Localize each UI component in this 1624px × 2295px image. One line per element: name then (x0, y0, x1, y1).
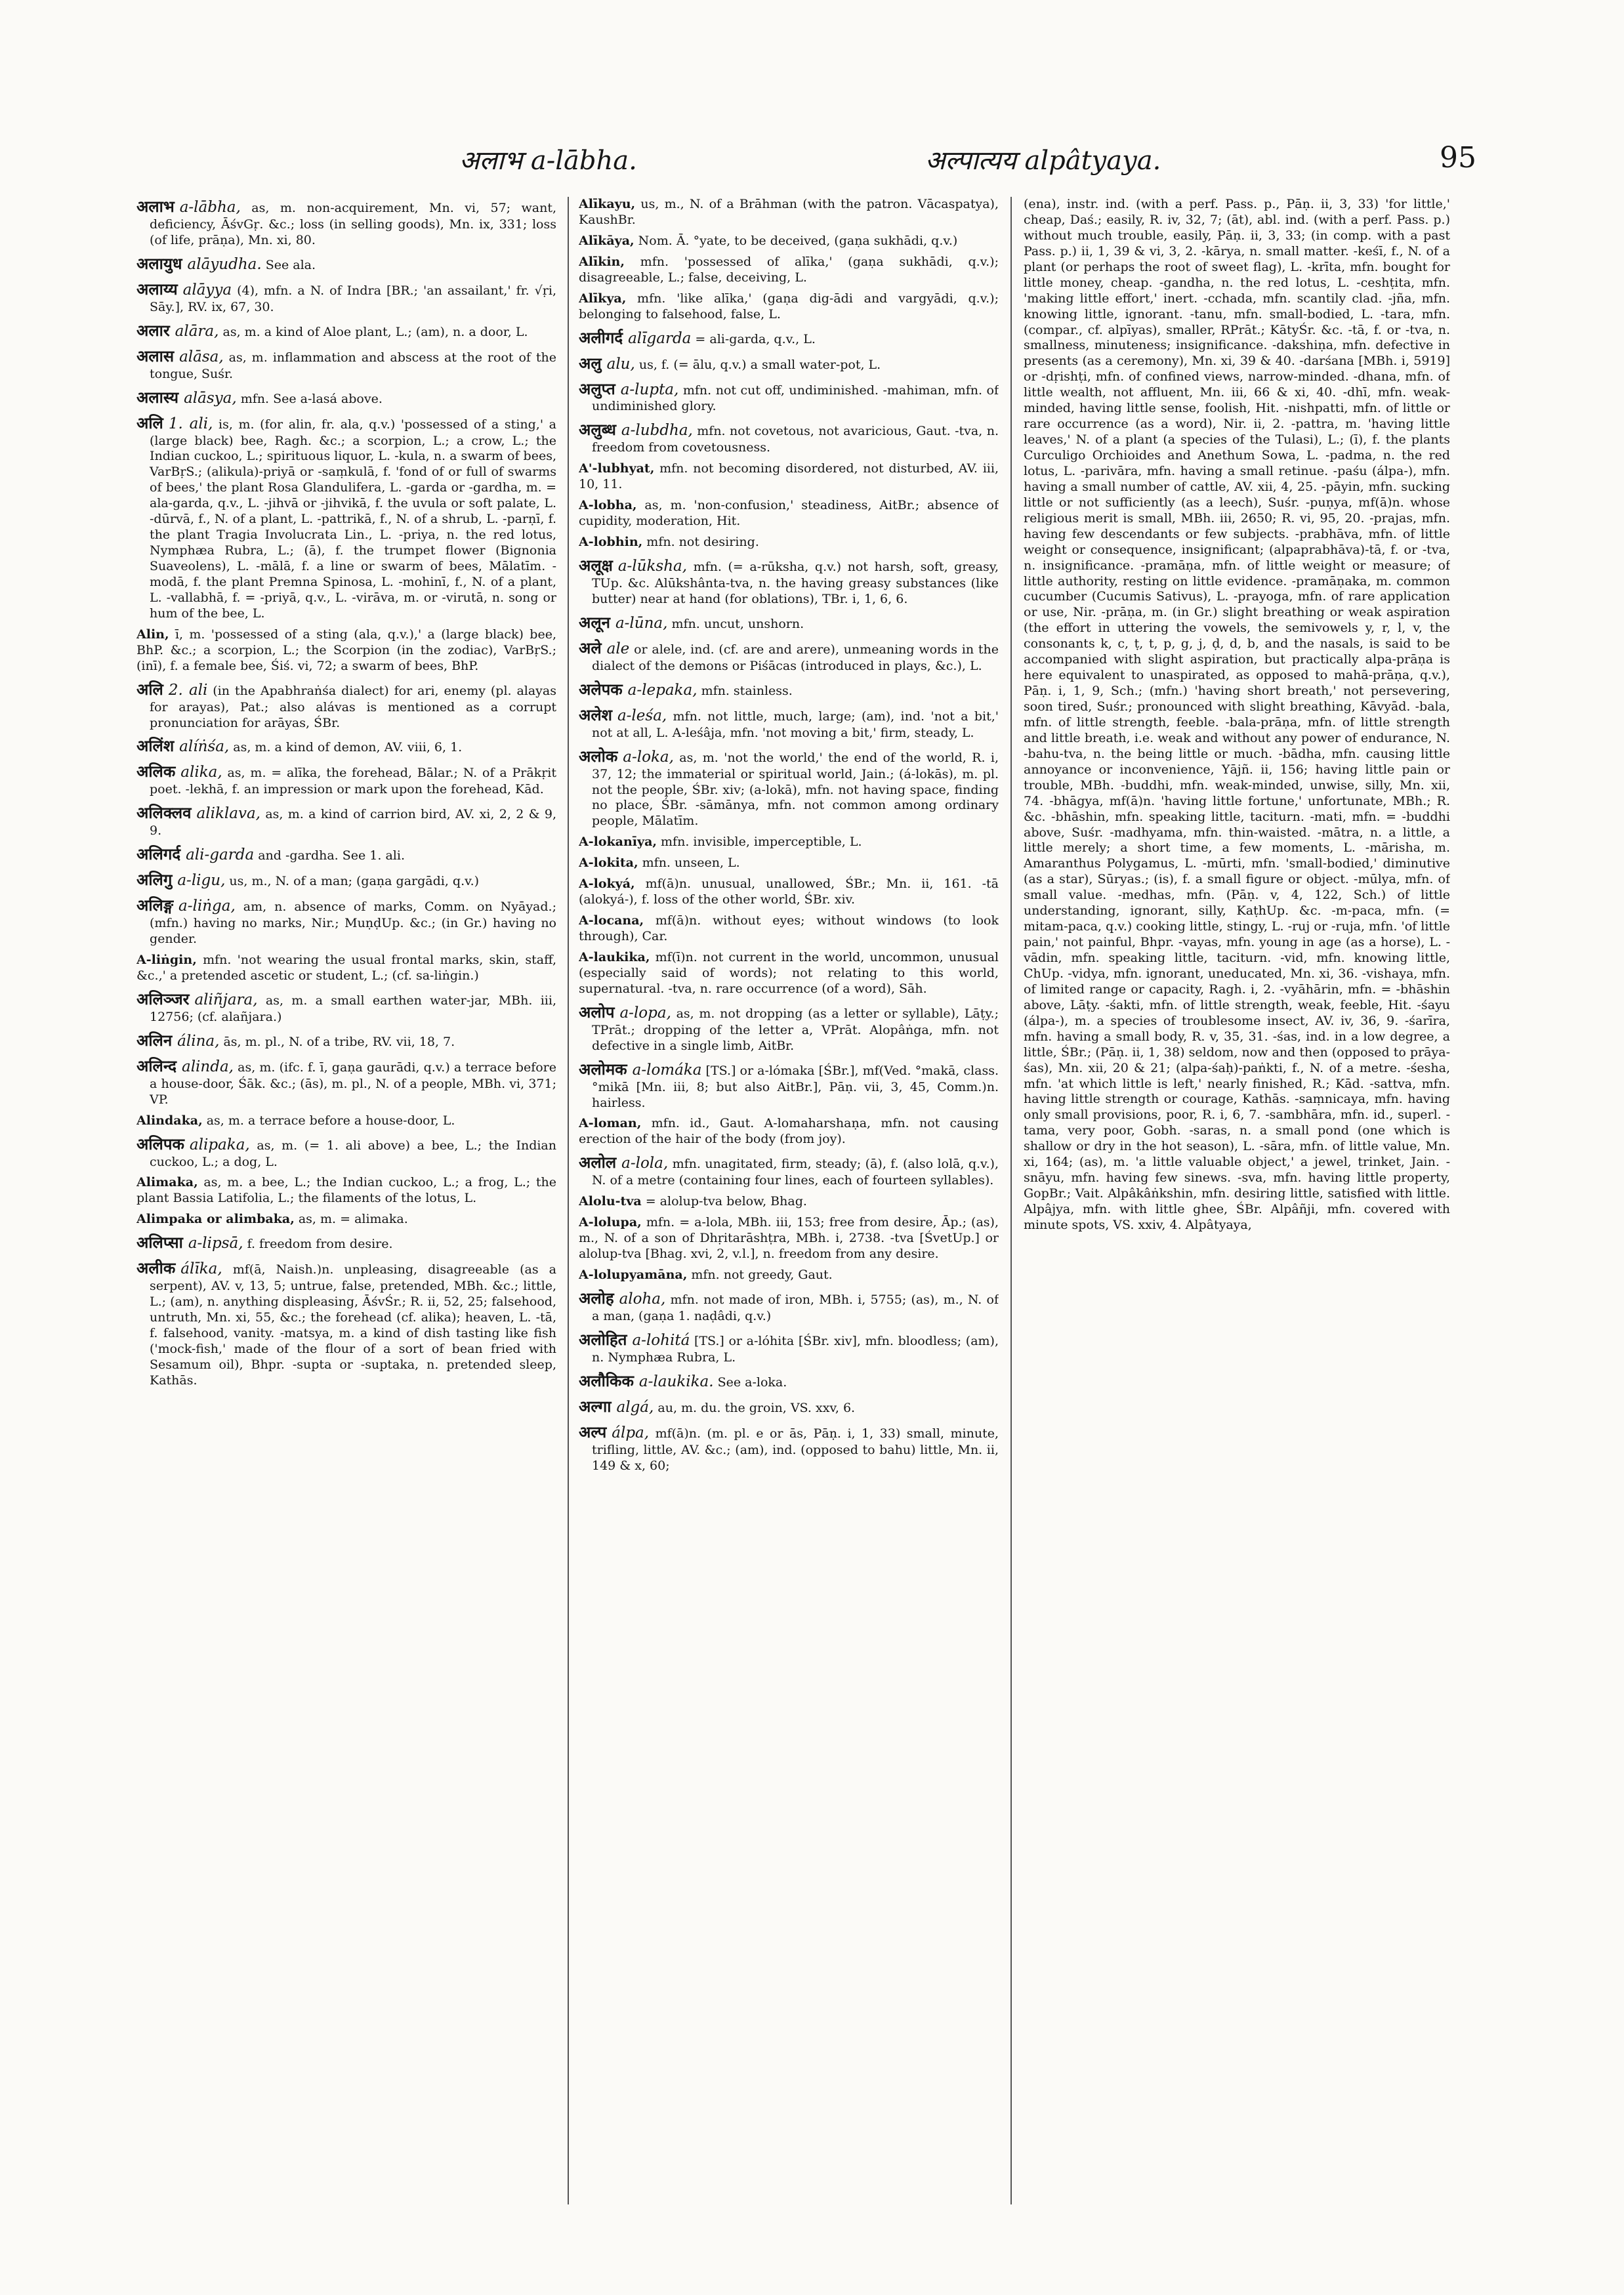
dictionary-entry (136, 989, 556, 1025)
devanagari-headword: अलोहित (579, 1330, 627, 1349)
definition-text: mfn. unagitated, firm, steady; (ā), f. (also lolā, q.v.), N. of a metre (containing four lines, each of fourteen syllables). (592, 1157, 999, 1188)
definition-text: us, m., N. of a man; (gaṇa gargādi, q.v.) (225, 874, 480, 889)
sub-headword: Alin, (136, 627, 169, 642)
sub-entry (579, 461, 999, 493)
sub-entry (579, 498, 999, 529)
definition-text: mf(ā, Naish.)n. unpleasing, disagreeable (as a serpent), AV. v, 13, 5; untrue, false, pretended, MBh. &c.; little, L.; (am), n. anything displeasing, ĀśvŚr.; R. ii, 52, 25; falsehood, untruth, Mn. xi, 55, &c.; the forehead (cf. alika); heaven, L. -tā, f. falsehood, vanity. -matsya, m. a kind of dish tasting like fish ('mock-fish,' made of the flour of a sort of bean fried with Sesamum oil), Bhpr. -supta or -suptaka, n. pretended sleep, Kathās. (150, 1262, 556, 1388)
devanagari-headword: अलूक्ष (579, 556, 613, 575)
dictionary-entry (136, 762, 556, 798)
dictionary-entry (136, 680, 556, 732)
dictionary-entry (136, 1031, 556, 1051)
devanagari-headword: अलिप्सा (136, 1233, 183, 1252)
devanagari-headword: अलायुध (136, 254, 182, 273)
dictionary-entry (579, 1003, 999, 1054)
header-right-guideword: अल्पात्यय alpâtyaya. (925, 146, 1161, 176)
dictionary-entry (136, 388, 556, 408)
definition-text: as, m. (= 1. ali above) a bee, L.; the Indian cuckoo, L.; a dog, L. (150, 1138, 556, 1169)
dictionary-entry (579, 613, 999, 633)
header-left-guideword: अलाभ a-lābha. (459, 146, 637, 176)
definition-text: as, m. = alimaka. (294, 1212, 408, 1227)
definition-text: mfn. stainless. (697, 683, 793, 698)
definition-text: am, n. absence of marks, Comm. on Nyāyad.; (mfn.) having no marks, Nir.; MuṇḍUp. &c.; (in Gr.) having no gender. (150, 899, 556, 947)
page-header (138, 141, 1476, 180)
definition-text: (in the Apabhraṅśa dialect) for ari, enemy (pl. alayas for arayas), Pat.; also alávas is mentioned as a corrupt pronunciation for arāyas, ŚBr. (150, 683, 556, 730)
devanagari-headword: अलि (136, 680, 163, 699)
devanagari-headword: अलून (579, 613, 610, 632)
transliterated-headword: a-leśa, (617, 707, 667, 724)
transliterated-headword: a-lola, (621, 1155, 669, 1172)
dictionary-entry (136, 896, 556, 947)
sub-entry (579, 234, 999, 249)
sub-entry (579, 255, 999, 286)
definition-text: as, m. a kind of Aloe plant, L.; (am), n. a door, L. (219, 324, 528, 339)
definition-text: See ala. (261, 257, 316, 272)
column-1 (136, 197, 556, 2204)
devanagari-headword: अलिञ्जर (136, 989, 190, 1008)
devanagari-headword: अलिगर्द (136, 845, 181, 864)
transliterated-headword: alāyya (182, 281, 232, 299)
transliterated-headword: a-lipsā, (188, 1235, 243, 1252)
definition-text: = alolup-tva below, Bhag. (641, 1194, 807, 1209)
devanagari-headword: अलुप्त (579, 379, 615, 398)
dictionary-entry (579, 1060, 999, 1111)
transliterated-headword: alu, (606, 355, 635, 373)
transliterated-headword: a-lūna, (615, 614, 668, 632)
definition-text: mfn. id., Gaut. A-lomaharshaṇa, mfn. not causing erection of the hair of the body (from joy). (579, 1116, 999, 1147)
dictionary-entry (579, 420, 999, 456)
definition-text: as, m. not dropping (as a letter or syllable), Lāṭy.; TPrāt.; dropping of the letter a, VPrāt. Alopâṅga, mfn. not defective in a single limb, AitBr. (592, 1006, 999, 1053)
definition-text: ī, m. 'possessed of a sting (ala, q.v.),' a (large black) bee, BhP. &c.; a scorpion, L.; the Scorpion (in the zodiac), VarBṛS.; (inī), f. a female bee, Śiś. vi, 72; a swarm of bees, BhP. (136, 627, 556, 673)
dictionary-entry (136, 844, 556, 865)
devanagari-headword: अलु (579, 354, 602, 373)
transliterated-headword: a-lohitá (632, 1331, 690, 1349)
transliterated-headword: a-lābha, (179, 199, 241, 216)
sub-entry (579, 877, 999, 908)
sub-entry (579, 835, 999, 850)
sub-headword: Alolu-tva (579, 1194, 642, 1209)
dictionary-entry (579, 1397, 999, 1417)
dictionary-entry (136, 803, 556, 839)
transliterated-headword: alāsya, (184, 389, 237, 407)
transliterated-headword: a-lomáka (632, 1061, 702, 1079)
definition-text: as, m. a kind of carrion bird, AV. xi, 2, 2 & 9, 9. (150, 807, 556, 838)
definition-text: mfn. not becoming disordered, not disturbed, AV. iii, 10, 11. (579, 461, 999, 492)
devanagari-headword: अलिपक (136, 1134, 184, 1153)
sub-headword: A-liṅgin, (136, 953, 197, 967)
definition-text: mfn. not made of iron, MBh. i, 5755; (as), m., N. of a man, (gaṇa 1. naḍâdi, q.v.) (592, 1292, 999, 1323)
dictionary-entry (579, 556, 999, 608)
devanagari-headword: अलार (136, 321, 170, 340)
definition-text: Nom. Ā. °yate, to be deceived, (gaṇa sukhādi, q.v.) (634, 233, 958, 248)
definition-text: mf(ī)n. not current in the world, uncommon, unusual (especially said of words); not relating to this world, supernatural. -tva, n. rare occurrence (of a word), Sāh. (579, 949, 999, 996)
dictionary-entry (579, 1422, 999, 1474)
dictionary-entry (579, 1371, 999, 1392)
devanagari-headword: अलिक्लव (136, 804, 192, 823)
dictionary-entry (579, 680, 999, 700)
sub-entry (1024, 197, 1450, 1233)
sub-headword: A-loman, (579, 1116, 642, 1131)
transliterated-headword: a-loka, (623, 748, 674, 766)
transliterated-headword: ale (606, 640, 630, 657)
transliterated-headword: 1. ali, (168, 415, 213, 432)
devanagari-headword: अलिन (136, 1031, 173, 1050)
dictionary-entry (579, 379, 999, 415)
definition-text: as, m. a bee, L.; the Indian cuckoo, L.; a frog, L.; the plant Bassia Latifolia, L.; the filaments of the lotus, L. (136, 1175, 556, 1206)
devanagari-headword: अलिगु (136, 871, 173, 890)
definition-text: as, m. a kind of demon, AV. viii, 6, 1. (229, 740, 463, 755)
transliterated-headword: álina, (177, 1032, 220, 1050)
definition-text: or alele, ind. (cf. are and arere), unmeaning words in the dialect of the demons or Piśācas (introduced in plays, &c.), L. (592, 642, 999, 673)
transliterated-headword: alāyudha. (187, 255, 262, 273)
dictionary-entry (136, 1134, 556, 1170)
definition-text: as, m. non-acquirement, Mn. vi, 57; want, deficiency, ĀśvGṛ. &c.; loss (in selling goods), Mn. ix, 331; loss (of life, prāṇa), Mn. xi, 80. (150, 201, 556, 247)
definition-text: mfn. not greedy, Gaut. (687, 1267, 833, 1282)
devanagari-headword: अलिङ्ग (136, 896, 174, 915)
definition-text: mf(ā)n. unusual, unallowed, ŚBr.; Mn. ii, 161. -tā (alokyá-), f. loss of the other world, ŚBr. xiv. (579, 877, 999, 907)
devanagari-headword: अलुब्ध (579, 421, 616, 440)
definition-text: mfn. invisible, imperceptible, L. (657, 835, 862, 850)
transliterated-headword: alāra, (175, 322, 219, 340)
dictionary-entry (579, 354, 999, 374)
transliterated-headword: a-laukika. (638, 1373, 714, 1390)
sub-entry (136, 627, 556, 674)
dictionary-entry (579, 328, 999, 348)
transliterated-headword: alika, (180, 764, 222, 781)
definition-text: as, m. a terrace before a house-door, L. (202, 1113, 455, 1128)
definition-text: us, f. (= ālu, q.v.) a small water-pot, L. (635, 357, 881, 372)
dictionary-entry (136, 1233, 556, 1253)
sub-headword: A-lokanīya, (579, 835, 657, 850)
definition-text: mfn. 'possessed of alīka,' (gaṇa sukhādi, q.v.); disagreeable, L.; false, deceiving, L. (579, 254, 999, 285)
definition-text: mf(ā)n. without eyes; without windows (to look through), Car. (579, 913, 999, 943)
definition-text: as, m. (ifc. f. ī, gaṇa gaurādi, q.v.) a terrace before a house-door, Śāk. &c.; (ās), m. pl., N. of a people, MBh. vi, 371; VP. (150, 1060, 556, 1107)
definition-text: mfn. not desiring. (642, 535, 759, 550)
definition-text: as, m. inflammation and abscess at the root of the tongue, Suśr. (150, 350, 556, 381)
sub-entry (579, 1116, 999, 1148)
dictionary-entry (136, 279, 556, 316)
column-divider (568, 197, 569, 2204)
devanagari-headword: अलोह (579, 1289, 614, 1308)
sub-entry (579, 1215, 999, 1262)
sub-headword: A-locana, (579, 913, 644, 928)
definition-text: ās, m. pl., N. of a tribe, RV. vii, 18, 7. (219, 1034, 455, 1049)
definition-text: f. freedom from desire. (243, 1237, 393, 1252)
sub-entry (579, 856, 999, 871)
devanagari-headword: अलाभ (136, 197, 175, 216)
devanagari-headword: अलिक (136, 762, 176, 781)
definition-text: mfn. See a-lasá above. (236, 391, 383, 406)
devanagari-headword: अलास्य (136, 388, 179, 407)
column-divider (1010, 197, 1012, 2204)
definition-text: us, m., N. of a Brāhman (with the patron. Vācaspatya), KaushBr. (579, 197, 999, 227)
devanagari-headword: अले (579, 638, 602, 657)
definition-text: See a-loka. (713, 1375, 787, 1390)
transliterated-headword: aliñjara, (194, 991, 258, 1008)
devanagari-headword: अलोमक (579, 1060, 627, 1079)
devanagari-headword: अलीगर्द (579, 328, 623, 347)
sub-headword: A'-lubhyat, (579, 461, 655, 476)
sub-headword: Alīkin, (579, 254, 625, 269)
dictionary-entry (136, 1056, 556, 1108)
definition-text: as, m. 'not the world,' the end of the world, R. i, 37, 12; the immaterial or spiritual world, Jain.; (á-lokās), m. pl. not the people, ŚBr. xiv; (a-lokā), mfn. not having space, finding no place, ŚBr. -sāmānya, mfn. not common among ordinary people, Mālatīm. (592, 750, 999, 829)
sub-headword: Alīkayu, (579, 197, 636, 211)
transliterated-headword: a-ligu, (177, 872, 226, 890)
transliterated-headword: alíṅśa, (179, 738, 230, 756)
transliterated-headword: a-lūksha, (617, 558, 688, 575)
definition-text: as, m. a small earthen water-jar, MBh. iii, 12756; (cf. alañjara.) (150, 993, 556, 1024)
transliterated-headword: ali-garda (186, 846, 255, 864)
devanagari-headword: अल्गा (579, 1397, 612, 1416)
devanagari-headword: अलिन्द (136, 1056, 177, 1075)
sub-headword: A-lobha, (579, 498, 637, 513)
devanagari-headword: अल्प (579, 1422, 607, 1441)
devanagari-headword: अलाय्य (136, 279, 178, 299)
devanagari-headword: अलोल (579, 1153, 617, 1172)
transliterated-headword: alinda, (181, 1058, 234, 1075)
definition-text: mfn. (= a-rūksha, q.v.) not harsh, soft, greasy, TUp. &c. Alūkshânta-tva, n. the having greasy substances (like butter) near at hand (for oblations), TBr. i, 1, 6, 6. (592, 560, 999, 606)
devanagari-headword: अलोक (579, 747, 618, 766)
devanagari-headword: अलेश (579, 705, 612, 724)
definition-text: (4), mfn. a N. of Indra [BR.; 'an assailant,' fr. √ṛi, Sāy.], RV. ix, 67, 30. (150, 283, 556, 314)
devanagari-headword: अलास (136, 346, 175, 365)
sub-entry (579, 535, 999, 550)
transliterated-headword: a-lubdha, (621, 422, 693, 440)
devanagari-headword: अलोप (579, 1003, 615, 1022)
dictionary-entry (579, 1289, 999, 1325)
dictionary-entry (579, 638, 999, 674)
devanagari-headword: अलीक (136, 1259, 176, 1278)
definition-text: [TS.] or a-lóhita [ŚBr. xiv], mfn. bloodless; (am), n. Nymphæa Rubra, L. (592, 1333, 999, 1365)
definition-text: mfn. 'not wearing the usual frontal marks, skin, staff, &c.,' a pretended ascetic or student, L.; (cf. sa-liṅgin.) (136, 953, 556, 983)
dictionary-entry (136, 254, 556, 274)
transliterated-headword: alipaka, (189, 1136, 250, 1153)
definition-text: mfn. not little, much, large; (am), ind. 'not a bit,' not at all, L. A-leśâja, mfn. 'not moving a bit,' firm, steady, L. (592, 709, 999, 740)
sub-entry (136, 1175, 556, 1207)
sub-headword: A-lolupyamāna, (579, 1267, 688, 1282)
definition-text: mfn. = a-lola, MBh. iii, 153; free from desire, Āp.; (as), m., N. of a son of Dhṛitarāshṭra, MBh. i, 2738. -tva [ŚvetUp.] or alolup-tva [Bhag. xvi, 2, v.l.], n. freedom from any desire. (579, 1215, 999, 1262)
definition-text: mfn. 'like alīka,' (gaṇa dig-ādi and vargyādi, q.v.); belonging to falsehood, false, L. (579, 291, 999, 321)
definition-text: mfn. unseen, L. (638, 856, 740, 871)
transliterated-headword: aliklava, (196, 805, 260, 823)
sub-entry (579, 1268, 999, 1283)
definition-text: (ena), instr. ind. (with a perf. Pass. p., Pāṇ. ii, 3, 33) 'for little,' cheap, Daś.; easily, R. iv, 32, 7; (āt), abl. ind. (with a perf. Pass. p.) without much trouble, easily, Pāṇ. ii, 3, 33; (in comp. with a past Pass. p.) ii, 1, 39 & vi, 3, 2. -kārya, n. small matter. -keśī, f., N. of a plant (or perhaps the root of sweet flag), L. -krīta, mfn. bought for little money, cheap. -gandha, n. the red lotus, L. -ceshṭita, mfn. 'making little effort,' inert. -cchada, mfn. scantily clad. -jña, mfn. knowing little, ignorant. -tanu, mfn. small-bodied, L. -tara, mfn. (compar., cf. alpīyas), smaller, RPrāt.; KātyŚr. &c. -tā, f. or -tva, n. smallness, minuteness; insignificance. -dakshiṇa, mfn. defective in presents (as a ceremony), Mn. xi, 39 & 40. -darśana [MBh. i, 5919] or -dṛishṭi, mfn. of confined views, narrow-minded. -dhana, mfn. of little wealth, not affluent, Mn. iii, 66 & xi, 40. -dhī, mfn. weak-minded, having little sense, foolish, Hit. -nishpatti, mfn. of little or rare occurrence (as a word), Nir. ii, 2. -pattra, m. 'having little leaves,' N. of a plant (a species of the Tulasi), L.; (ī), f. the plants Curculigo Orchioides and Anethum Sowa, L. -padma, n. the red lotus, L. -parivāra, mfn. having a small retinue. -paśu (álpa-), mfn. having a small number of cattle, AV. xii, 4, 25. -pāyin, mfn. sucking little or not sufficiently (as a leech), Suśr. -puṇya, mf(ā)n. whose religious merit is small, MBh. iii, 2650; R. vi, 95, 20. -prajas, mfn. having few descendants or few subjects. -prabhāva, mfn. of little weight or consequence, insignificant; (alpaprabhāva)-tā, f. or -tva, n. insignificance. -pramāṇa, mfn. of little weight or measure; of little authority, resting on little evidence. -pramāṇaka, m. common cucumber (Cucumis Sativus), L. -prayoga, mfn. of rare application or use, Nir. -prāṇa, m. (in Gr.) slight breathing or weak aspiration (the effort in uttering the vowels, the semivowels y, r, l, v, the consonants k, c, ṭ, t, p, g, j, ḍ, d, b, and the nasals, is said to be accompanied with slight aspiration, but practically alpa-prāṇa is here equivalent to unaspirated, as opposed to mahā-prāṇa, q.v.), Pāṇ. i, 1, 9, Sch.; (mfn.) 'having short breath,' not persevering, soon tired, Suśr.; pronounced with slight breathing, Kāvyād. -bala, mfn. of little strength, feeble. -bala-prāṇa, mfn. of little strength and little breath, i.e. weak and without any power of endurance, N. -bahu-tva, n. the being little or much. -bādha, mfn. causing little annoyance or inconvenience, Yājñ. ii, 156; having little pain or trouble, MBh. -buddhi, mfn. weak-minded, unwise, silly, Mn. xii, 74. -bhāgya, mf(ā)n. 'having little fortune,' unfortunate, MBh.; R. &c. -bhāshin, mfn. speaking little, taciturn. -mati, mfn. = -buddhi above, Suśr. -madhyama, mfn. thin-waisted. -mātra, n. a little, a little merely; a short time, a few moments, L. -mārisha, m. Amaranthus Polygamus, L. -mūrti, mfn. 'small-bodied,' diminutive (as a star), Sūryas.; (is), f. a small figure or object. -mūlya, mfn. of small value. -medhas, mfn. (Pāṇ. v, 4, 122, Sch.) of little understanding, ignorant, silly, KaṭhUp. &c. -m-paca, mfn. (= mitam-paca, q.v.) cooking little, stingy, L. -ruj or -ruja, mfn. 'of little pain,' not painful, Bhpr. -vayas, mfn. young in age (as a horse), L. -vādin, mfn. speaking little, taciturn. -vid, mfn. knowing little, ChUp. -vidya, mfn. ignorant, uneducated, Mn. xi, 36. -vishaya, mfn. of limited range or capacity, Ragh. i, 2. -vyāhārin, mfn. = -bhāshin above, Lāṭy. -śakti, mfn. of little strength, weak, feeble, Hit. -śayu (álpa-), m. a species of troublesome insect, AV. iv, 36, 9. -śarīra, mfn. having a small body, R. v, 35, 31. -śas, ind. in a low degree, a little, ŚBr.; (Pāṇ. ii, 1, 38) seldom, now and then (opposed to prāya-śas), Mn. xii, 20 & 21; (alpa-śaḥ)-paṅkti, f., N. of a metre. -śesha, mfn. 'at which little is left,' nearly finished, R.; Kād. -sattva, mfn. having little strength or courage, Kathās. -saṃnicaya, mfn. having only small provisions, poor, R. i, 6, 7. -sambhāra, mfn. id., superl. -tama, very poor, Gobh. -saras, n. a small pond (one which is shallow or dry in the hot season), L. -sāra, mfn. of little value, Mn. xi, 164; (as), m. 'a little valuable object,' a jewel, trinket, Jain. -snāyu, mfn. having few sinews. -sva, mfn. having little property, GopBr.; Vait. Alpâkâṅkshin, mfn. desiring little, satisfied with little. Alpâjya, mfn. with little ghee, ŚBr. Alpâñji, mfn. covered with minute spots, VS. xxiv, 4. Alpâtyaya, (1024, 197, 1450, 1232)
sub-headword: Alimaka, (136, 1175, 198, 1190)
definition-text: and -gardha. See 1. ali. (254, 848, 405, 863)
definition-text: mfn. not cut off, undiminished. -mahiman, mfn. of undiminished glory. (592, 382, 999, 414)
sub-headword: Alindaka, (136, 1113, 203, 1128)
transliterated-headword: a-lupta, (620, 381, 679, 398)
definition-text: mfn. uncut, unshorn. (667, 616, 804, 631)
devanagari-headword: अलिंश (136, 737, 175, 756)
sub-entry (136, 1113, 556, 1129)
dictionary-entry (136, 197, 556, 249)
sub-headword: Alimpaka or alimbaka, (136, 1212, 295, 1227)
transliterated-headword: aloha, (619, 1290, 666, 1308)
sub-headword: A-lolupa, (579, 1215, 642, 1230)
sub-headword: A-lokyá, (579, 877, 635, 892)
sub-entry (136, 1212, 556, 1228)
definition-text: = ali-garda, q.v., L. (691, 331, 816, 346)
column-3 (1024, 197, 1450, 2204)
transliterated-headword: 2. ali (168, 681, 208, 699)
definition-text: [TS.] or a-lómaka [ŚBr.], mf(Ved. °makā, class. °mikā [Mn. iii, 8; but also AitBr.], Pāṇ. vii, 3, 45, Comm.)n. hairless. (592, 1063, 999, 1110)
dictionary-entry (136, 413, 556, 622)
sub-entry (579, 913, 999, 945)
dictionary-entry (579, 747, 999, 830)
sub-headword: A-lobhin, (579, 535, 643, 550)
page-number: 95 (1440, 141, 1476, 175)
transliterated-headword: alāsa, (179, 348, 224, 365)
definition-text: is, m. (for alin, fr. ala, q.v.) 'possessed of a sting,' a (large black) bee, Ragh. &c.; a scorpion, L.; a crow, L.; the Indian cuckoo, L.; spirituous liquor, L. -kula, n. a swarm of bees, VarBṛS.; (alikula)-priyā or -saṃkulā, f. 'fond of or full of swarms of bees,' the plant Rosa Glandulifera, L. -garda or -gardha, m. = ala-garda, q.v., L. -jihvā or -jihvikā, f. the uvula or soft palate, L. -dūrvā, f., N. of a plant, L. -pattrikā, f., N. of a shrub, L. -parṇī, f. the plant Tragia Involucrata Lin., L. -priya, n. the red lotus, Nymphæa Rubra, L.; (ā), f. the trumpet flower (Bignonia Suaveolens), L. -mālā, f. a line or swarm of bees, Mālatīm. -modā, f. the plant Premna Spinosa, L. -mohinī, f., N. of a plant, L. -vallabhā, f. = -priyā, q.v., L. -virāva, m. or -virutā, n. song or hum of the bee, L. (150, 417, 556, 621)
sub-headword: A-laukika, (579, 949, 650, 964)
dictionary-entry (579, 705, 999, 741)
devanagari-headword: अलि (136, 413, 163, 432)
definition-text: mfn. not covetous, not avaricious, Gaut. -tva, n. freedom from covetousness. (592, 424, 999, 455)
sub-entry (579, 197, 999, 228)
dictionary-entry (136, 346, 556, 382)
devanagari-headword: अलेपक (579, 680, 623, 699)
dictionary-entry (136, 870, 556, 890)
dictionary-entry (136, 736, 556, 756)
transliterated-headword: alīgarda (628, 329, 692, 347)
transliterated-headword: a-liṅga, (178, 898, 236, 915)
dictionary-entry (579, 1153, 999, 1189)
transliterated-headword: a-lepaka, (627, 681, 697, 699)
transliterated-headword: álīka, (180, 1260, 222, 1278)
sub-headword: Alīkya, (579, 291, 627, 306)
definition-text: as, m. 'non-confusion,' steadiness, AitBr.; absence of cupidity, moderation, Hit. (579, 498, 999, 529)
sub-headword: Alīkāya, (579, 233, 635, 248)
dictionary-entry (136, 1258, 556, 1389)
transliterated-headword: álpa, (612, 1424, 650, 1441)
definition-text: mf(ā)n. (m. pl. e or ās, Pāṇ. i, 1, 33) small, minute, trifling, little, AV. &c.; (am), ind. (opposed to bahu) little, Mn. ii, 149 & x, 60; (592, 1426, 999, 1473)
dictionary-entry (579, 1330, 999, 1366)
column-2 (579, 197, 999, 2204)
sub-entry (136, 953, 556, 984)
definition-text: au, m. du. the groin, VS. xxv, 6. (654, 1400, 856, 1415)
transliterated-headword: algá, (616, 1398, 654, 1416)
transliterated-headword: a-lopa, (619, 1004, 671, 1022)
devanagari-headword: अलौकिक (579, 1371, 634, 1390)
definition-text: as, m. = alīka, the forehead, Bālar.; N. of a Prākṛit poet. -lekhā, f. an impression or mark upon the forehead, Kād. (150, 766, 556, 797)
sub-entry (579, 1194, 999, 1210)
sub-entry (579, 291, 999, 323)
dictionary-entry (136, 321, 556, 341)
sub-entry (579, 950, 999, 997)
sub-headword: A-lokita, (579, 856, 638, 871)
